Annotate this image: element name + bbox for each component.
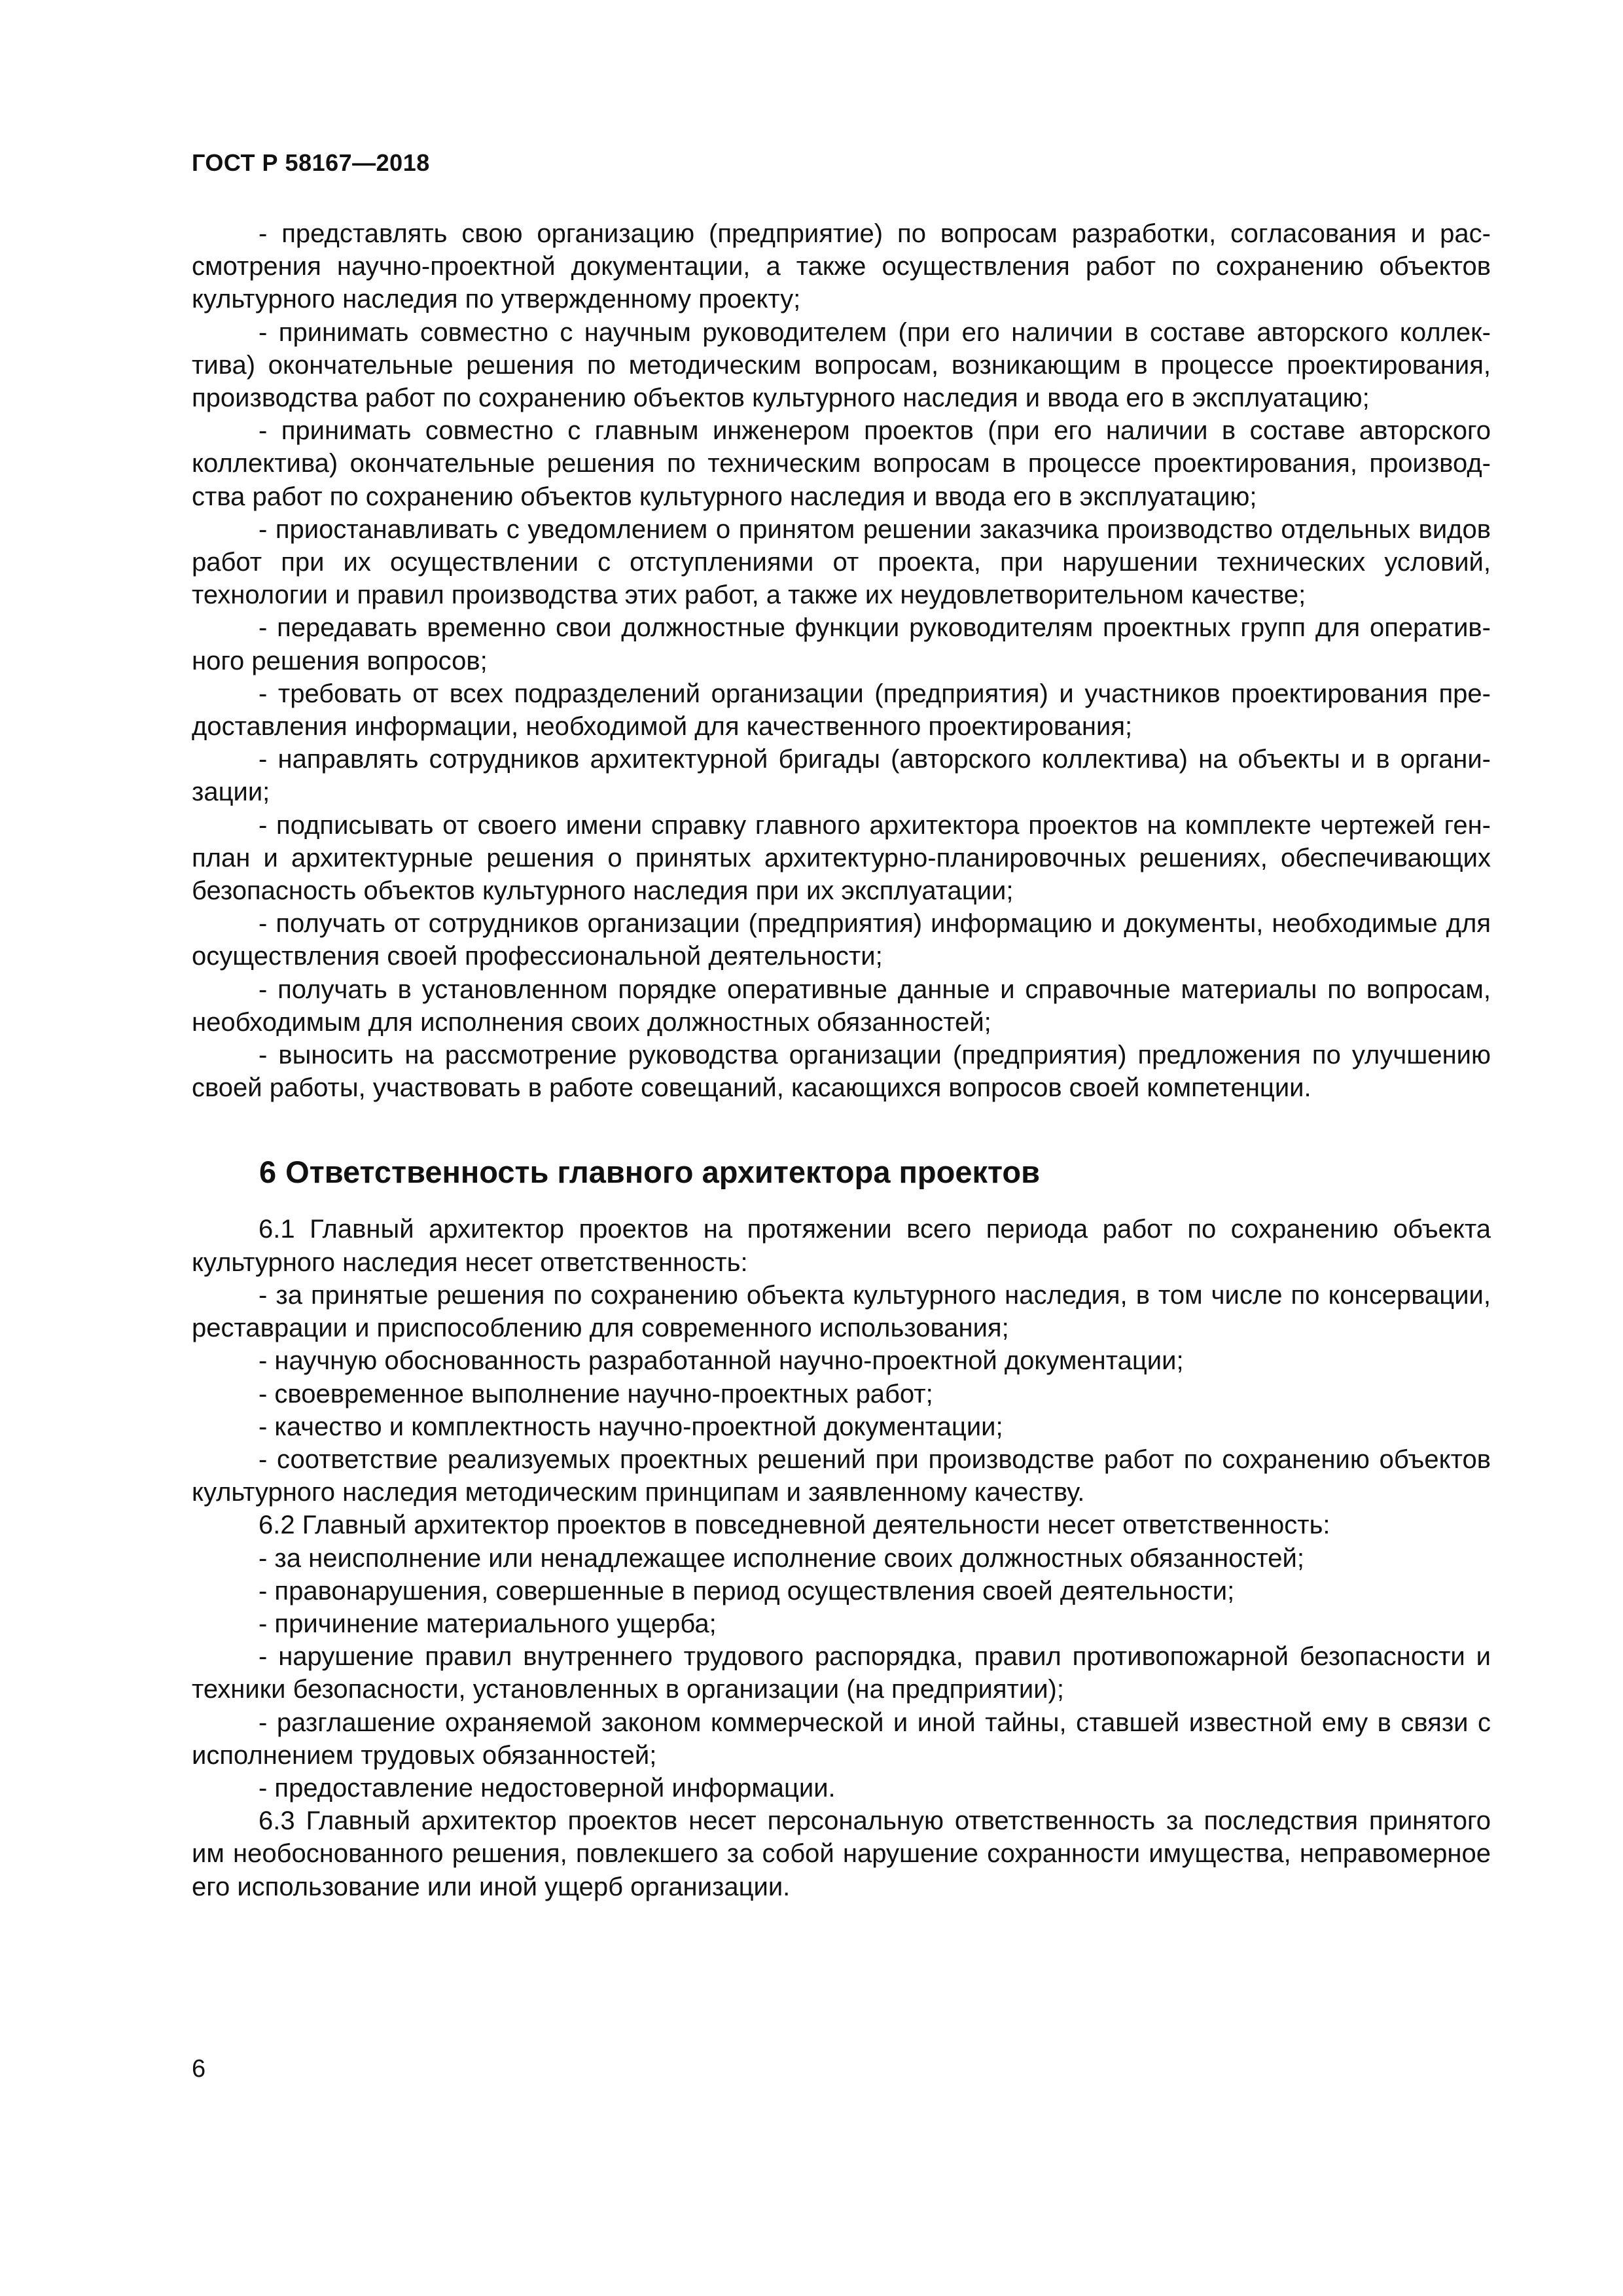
- paragraph: - причинение материального ущерба;: [259, 1609, 717, 1638]
- section-title-text: Ответственность главного архитектора проектов: [285, 1155, 1040, 1190]
- document-body: [192, 217, 1491, 1903]
- paragraph: - за принятые решения по сохранению объекта культурного наследия, в том числе по консервации, реставрации и приспособлению для современного использования;: [192, 1280, 1491, 1343]
- document-header: ГОСТ Р 58167—2018: [192, 149, 430, 176]
- page-number: 6: [192, 2055, 206, 2083]
- paragraph: - качество и комплектность научно-проектной документации;: [259, 1412, 1003, 1441]
- paragraph: 6.3 Главный архитектор проектов несет персональную ответственность за последствия принятого им необоснованного решения, повлекшего за собой нарушение сохранности имущества, неправомерное его использование или иной ущерб организации.: [192, 1806, 1491, 1901]
- paragraph: - соответствие реализуемых проектных решений при производстве работ по сохранению объектов культурного наследия методическим принципам и заявленному качеству.: [192, 1444, 1491, 1507]
- paragraph: 6.1 Главный архитектор проектов на протяжении всего периода работ по сохранению объекта культурного наследия несет ответственность:: [192, 1215, 1491, 1277]
- paragraph: - предоставление недостоверной информации.: [259, 1773, 836, 1803]
- paragraph: - нарушение правил внутреннего трудового распорядка, правил противопожарной безопасности и техники безопасности, установленных в организации (на предприятии);: [192, 1642, 1491, 1704]
- paragraph: - своевременное выполнение научно-проектных работ;: [259, 1379, 933, 1408]
- paragraph: - выносить на рассмотрение руководства организации (предприятия) предложения по улучшению своей работы, участвовать в работе совещаний, касающихся вопросов своей компетенции.: [192, 1041, 1491, 1103]
- paragraph: - направлять сотрудников архитектурной бригады (авторского коллектива) на объекты и в организации;: [192, 745, 1491, 807]
- paragraph: - приостанавливать с уведомлением о принятом решении заказчика производство отдельных видов работ при их осуществлении с отступлениями от проекта, при нарушении технических условий, технологии и правил производства этих работ, а также их неудовлетворительном качестве;: [192, 514, 1491, 610]
- paragraph: - за неисполнение или ненадлежащее исполнение своих должностных обязанностей;: [259, 1543, 1304, 1573]
- paragraph: - получать от сотрудников организации (предприятия) информацию и документы, необходимые для осуществления своей профессиональной деятельности;: [192, 909, 1491, 971]
- section-heading: [192, 1151, 1491, 1193]
- paragraph: - получать в установленном порядке оперативные данные и справочные материалы по вопросам, необходимым для исполнения своих должностных обязанностей;: [192, 975, 1491, 1037]
- paragraph: - подписывать от своего имени справку главного архитектора проектов на комплекте чертежей генплан и архитектурные решения о принятых архитектурно-планировочных решениях, обеспечивающих безопасность объектов культурного наследия при их эксплуатации;: [192, 810, 1491, 906]
- paragraph: - разглашение охраняемой законом коммерческой и иной тайны, ставшей известной ему в связи с исполнением трудовых обязанностей;: [192, 1708, 1491, 1770]
- paragraph: 6.2 Главный архитектор проектов в повседневной деятельности несет ответственность:: [259, 1511, 1330, 1540]
- paragraph: - правонарушения, совершенные в период осуществления своей деятельности;: [259, 1576, 1235, 1605]
- paragraph: - научную обоснованность разработанной научно-проектной документации;: [259, 1346, 1184, 1376]
- paragraph: - передавать временно свои должностные функции руководителям проектных групп для оперативного решения вопросов;: [192, 613, 1491, 675]
- paragraph: - представлять свою организацию (предприятие) по вопросам разработки, согласования и рассмотрения научно-проектной документации, а также осуществления работ по сохранению объектов культурного наследия по утвержденному проекту;: [192, 219, 1491, 314]
- paragraph: - принимать совместно с научным руководителем (при его наличии в составе авторского коллектива) окончательные решения по методическим вопросам, возникающим в процессе проектирования, производства работ по сохранению объектов культурного наследия и ввода его в эксплуатацию;: [192, 317, 1491, 413]
- section-number: 6: [259, 1155, 277, 1190]
- paragraph: - принимать совместно с главным инженером проектов (при его наличии в составе авторского коллектива) окончательные решения по техническим вопросам в процессе проектирования, производства работ по сохранению объектов культурного наследия и ввода его в эксплуатацию;: [192, 416, 1491, 511]
- paragraph: - требовать от всех подразделений организации (предприятия) и участников проектирования предоставления информации, необходимой для качественного проектирования;: [192, 679, 1491, 742]
